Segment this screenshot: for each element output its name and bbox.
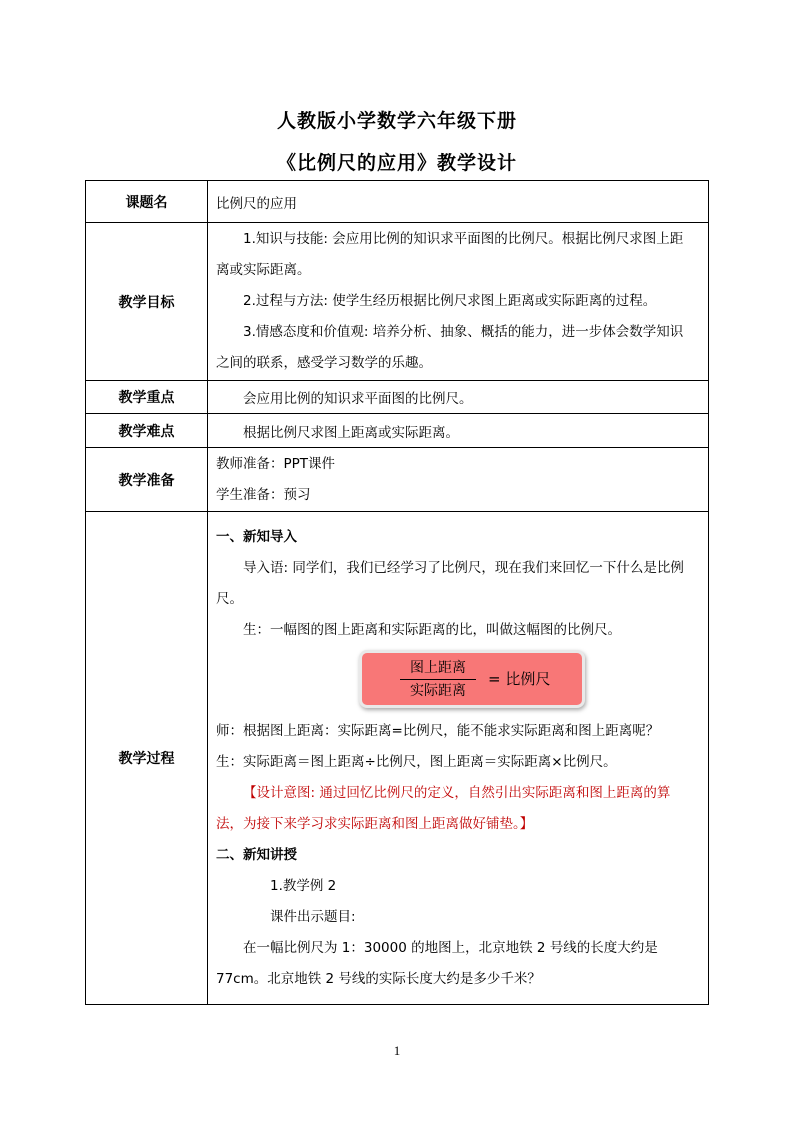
process-content xyxy=(208,512,709,1005)
formula-result: = 比例尺 xyxy=(488,669,551,688)
teacher-question: 师：根据图上距离：实际距离=比例尺，能不能求实际距离和图上距离呢？ xyxy=(216,722,660,739)
design-intent: 法，为接下来学习求实际距离和图上距离做好铺垫。】 xyxy=(216,815,534,832)
topic-value: 比例尺的应用 xyxy=(208,181,709,223)
goal-line: 2.过程与方法: 使学生经历根据比例尺求图上距离或实际距离的过程。 xyxy=(243,293,657,309)
student-answer: 生：一幅图的图上距离和实际距离的比，叫做这幅图的比例尺。 xyxy=(243,621,621,638)
fraction-numerator: 图上距离 xyxy=(400,659,476,680)
document-subtitle: 《比例尺的应用》教学设计 xyxy=(276,152,517,174)
problem-text: 在一幅比例尺为 1：30000 的地图上，北京地铁 2 号线的长度大约是 xyxy=(243,939,658,956)
example-heading: 1.教学例 2 xyxy=(270,877,337,894)
table-row xyxy=(86,381,709,414)
formula-area xyxy=(216,646,702,716)
goal-line: 之间的联系，感受学习数学的乐趣。 xyxy=(216,355,432,371)
table-row xyxy=(86,448,709,512)
prep-content xyxy=(208,448,709,512)
intro-text: 导入语: 同学们，我们已经学习了比例尺，现在我们来回忆一下什么是比例 xyxy=(243,559,684,576)
goal-line: 1.知识与技能: 会应用比例的知识求平面图的比例尺。根据比例尺求图上距 xyxy=(243,231,684,247)
process-label: 教学过程 xyxy=(86,512,208,1005)
student-prep: 学生准备：预习 xyxy=(216,486,311,503)
goal-line: 3.情感态度和价值观: 培养分析、抽象、概括的能力，进一步体会数学知识 xyxy=(243,324,684,340)
section-heading: 二、新知讲授 xyxy=(216,846,297,863)
difficulty-value: 根据比例尺求图上距离或实际距离。 xyxy=(208,414,709,448)
fraction-denominator: 实际距离 xyxy=(410,682,466,699)
document-title: 人教版小学数学六年级下册 xyxy=(276,110,517,132)
goals-label: 教学目标 xyxy=(86,223,208,381)
topic-label: 课题名 xyxy=(86,181,208,223)
courseware-note: 课件出示题目: xyxy=(270,908,356,925)
lesson-plan-table xyxy=(85,180,709,1005)
page-number: 1 xyxy=(393,1043,401,1058)
section-heading: 一、新知导入 xyxy=(216,528,297,545)
fraction xyxy=(400,659,476,700)
key-value: 会应用比例的知识求平面图的比例尺。 xyxy=(208,381,709,414)
prep-label: 教学准备 xyxy=(86,448,208,512)
goals-content xyxy=(208,223,709,381)
student-answer: 生：实际距离＝图上距离÷比例尺，图上距离＝实际距离×比例尺。 xyxy=(216,753,617,770)
table-row xyxy=(86,223,709,381)
design-intent: 【设计意图: 通过回忆比例尺的定义，自然引出实际距离和图上距离的算 xyxy=(243,784,671,801)
table-row xyxy=(86,414,709,448)
problem-text: 77cm。北京地铁 2 号线的实际长度大约是多少千米？ xyxy=(216,970,541,987)
intro-text: 尺。 xyxy=(216,590,243,607)
formula-box xyxy=(359,650,585,708)
goal-line: 离或实际距离。 xyxy=(216,262,311,278)
table-row xyxy=(86,181,709,223)
key-label: 教学重点 xyxy=(86,381,208,414)
table-row xyxy=(86,512,709,1005)
difficulty-label: 教学难点 xyxy=(86,414,208,448)
teacher-prep: 教师准备：PPT课件 xyxy=(216,455,336,472)
